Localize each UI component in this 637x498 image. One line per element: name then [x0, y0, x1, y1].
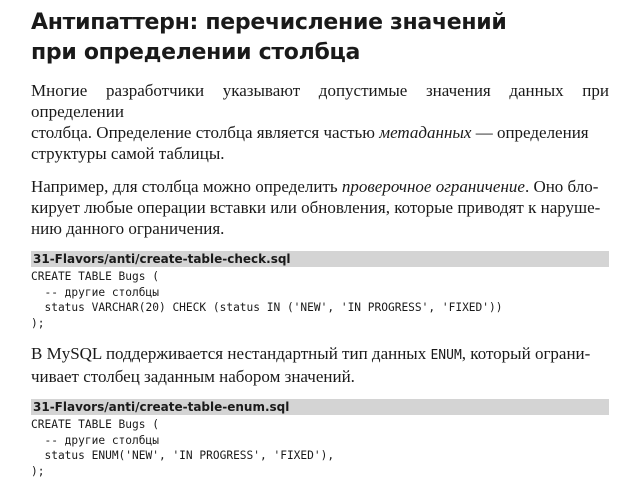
paragraph-intro	[31, 80, 609, 164]
listing-filename: 31-Flavors/anti/create-table-check.sql	[31, 251, 609, 267]
paragraph-line: кирует любые операции вставки или обновления, которые приводят к наруше-	[31, 198, 601, 217]
heading-line-2: при определении столбца	[31, 40, 361, 65]
listing-filename: 31-Flavors/anti/create-table-enum.sql	[31, 399, 609, 415]
heading-line-1: Антипаттерн: перечисление значений	[31, 10, 507, 35]
paragraph-line	[31, 343, 609, 366]
code-line: CREATE TABLE Bugs (	[31, 270, 159, 283]
code-block	[31, 417, 609, 479]
text-run: . Оно бло-	[524, 177, 599, 196]
code-line: -- другие столбцы	[31, 433, 159, 447]
code-line: CREATE TABLE Bugs (	[31, 418, 159, 431]
code-line: );	[31, 316, 45, 330]
code-line: );	[31, 464, 45, 478]
paragraph-line: структуры самой таблицы.	[31, 144, 225, 163]
code-line: status VARCHAR(20) CHECK (status IN ('NEW', 'IN PROGRESS', 'FIXED'))	[31, 301, 503, 314]
code-line: -- другие столбцы	[31, 285, 159, 299]
code-listing-enum	[31, 399, 609, 479]
code-listing-check	[31, 251, 609, 331]
code-line: status ENUM('NEW', 'IN PROGRESS', 'FIXED'),	[31, 449, 335, 462]
paragraph-line	[31, 122, 609, 143]
text-run: В MySQL поддерживается нестандартный тип данных	[31, 344, 431, 363]
text-run: Например, для столбца можно определить	[31, 177, 342, 196]
paragraph-line: нию данного ограничения.	[31, 219, 225, 238]
paragraph-line: чивает столбец заданным набором значений.	[31, 367, 355, 386]
paragraph-mysql-enum	[31, 343, 609, 387]
code-block	[31, 269, 609, 331]
paragraph-check-constraint	[31, 176, 609, 239]
text-run: — определения	[471, 123, 589, 142]
text-run: , который ограни-	[461, 344, 591, 363]
paragraph-line: Многие разработчики указывают допустимые значения данных при определении	[31, 81, 609, 121]
inline-code-enum: ENUM	[430, 348, 462, 363]
document-page	[31, 8, 609, 491]
section-heading	[31, 8, 609, 68]
paragraph-line	[31, 176, 609, 197]
text-run: столбца. Определение столбца является частью	[31, 123, 380, 142]
emphasis-check-constraint: проверочное ограничение	[341, 177, 525, 196]
emphasis-metadata: метаданных	[379, 123, 472, 142]
